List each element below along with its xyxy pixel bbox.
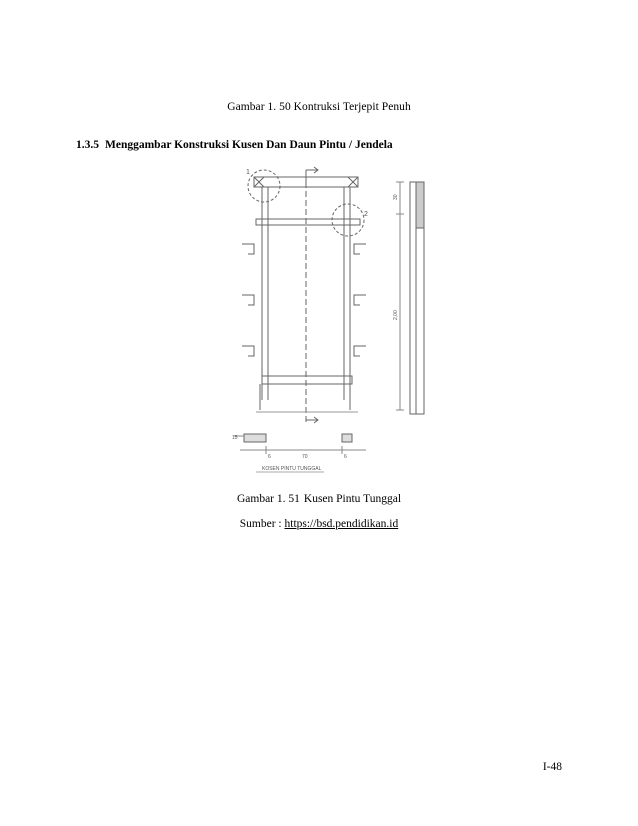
section-heading (76, 139, 393, 151)
figure-caption-text: Kusen Pintu Tunggal (303, 493, 402, 505)
section-number: 1.3.5 (76, 139, 99, 151)
page-number: I-48 (542, 761, 562, 773)
dim-width-label: 70 (302, 454, 308, 460)
marker-2-label: 2 (364, 211, 368, 218)
door-frame-drawing (226, 160, 438, 482)
source-label: Sumber : (239, 518, 282, 530)
dim-side-1-label: 6 (268, 454, 271, 460)
detail-circle-2 (332, 204, 364, 236)
figure-caption-label: Gambar 1. 51 (236, 493, 300, 505)
drawing-label: KOSEN PINTU TUNGGAL (262, 466, 322, 472)
dim-side-2-label: 6 (344, 454, 347, 460)
figure-caption (0, 493, 638, 505)
section-title: Menggambar Konstruksi Kusen Dan Daun Pintu / Jendela (105, 139, 393, 151)
dim-height-label: 2,00 (393, 310, 399, 320)
dim-left-label: 15 (232, 435, 238, 441)
frame-sill (262, 376, 352, 384)
detail-circle-1 (248, 170, 280, 202)
source-line (0, 518, 638, 530)
dim-top-label: 30 (393, 194, 399, 200)
figure-caption-top: Gambar 1. 50 Kontruksi Terjepit Penuh (227, 101, 411, 113)
marker-1-label: 1 (246, 169, 250, 176)
source-link[interactable]: https://bsd.pendidikan.id (284, 518, 399, 530)
